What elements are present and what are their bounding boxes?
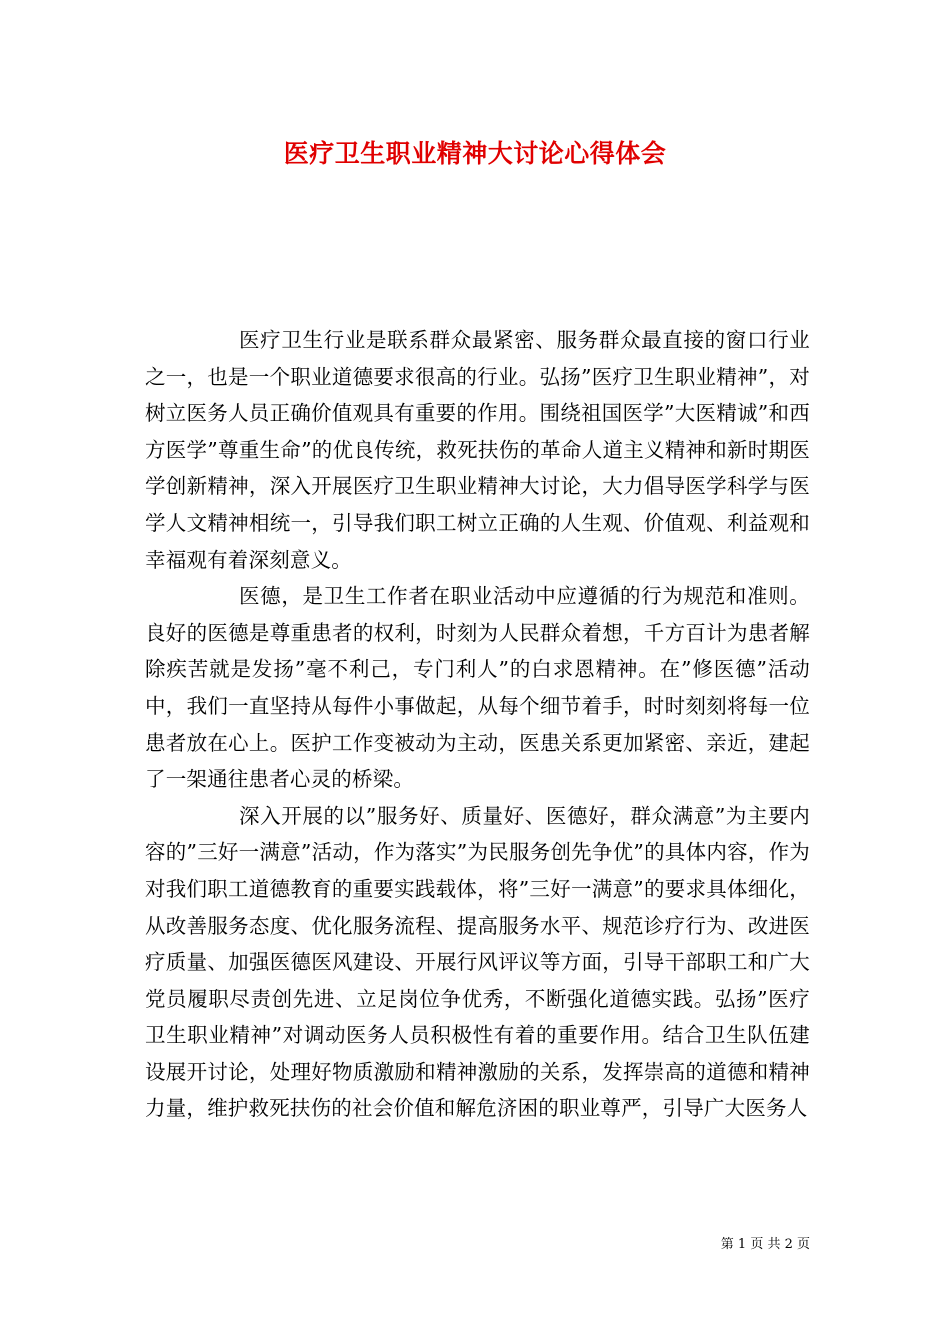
document-body	[145, 322, 810, 1127]
paragraph-3: 深入开展的以”服务好、质量好、医德好，群众满意”为主要内容的”三好一满意”活动，作为落实”为民服务创先争优”的具体内容，作为对我们职工道德教育的重要实践载体，将”三好一满意”的要求具体细化，从改善服务态度、优化服务流程、提高服务水平、规范诊疗行为、改进医疗质量、加强医德医风建设、开展行风评议等方面，引导干部职工和广大党员履职尽责创先进、立足岗位争优秀，不断强化道德实践。弘扬”医疗卫生职业精神”对调动医务人员积极性有着的重要作用。结合卫生队伍建设展开讨论，处理好物质激励和精神激励的关系，发挥崇高的道德和精神力量，维护救死扶伤的社会价值和解危济困的职业尊严，引导广大医务人	[145, 803, 810, 1121]
paragraph-2: 医德，是卫生工作者在职业活动中应遵循的行为规范和准则。良好的医德是尊重患者的权利，时刻为人民群众着想，千方百计为患者解除疾苦就是发扬”毫不利己，专门利人”的白求恩精神。在”修医德”活动中，我们一直坚持从每件小事做起，从每个细节着手，时时刻刻将每一位患者放在心上。医护工作变被动为主动，医患关系更加紧密、亲近，建起了一架通往患者心灵的桥梁。	[145, 584, 810, 792]
paragraph-1: 医疗卫生行业是联系群众最紧密、服务群众最直接的窗口行业之一，也是一个职业道德要求很高的行业。弘扬”医疗卫生职业精神”，对树立医务人员正确价值观具有重要的作用。围绕祖国医学”大医精诚”和西方医学”尊重生命”的优良传统，救死扶伤的革命人道主义精神和新时期医学创新精神，深入开展医疗卫生职业精神大讨论，大力倡导医学科学与医学人文精神相统一，引导我们职工树立正确的人生观、价值观、利益观和幸福观有着深刻意义。	[145, 328, 810, 572]
page-title: 医疗卫生职业精神大讨论心得体会	[283, 139, 667, 168]
page-number-footer: 第 1 页 共 2 页	[720, 1237, 810, 1252]
